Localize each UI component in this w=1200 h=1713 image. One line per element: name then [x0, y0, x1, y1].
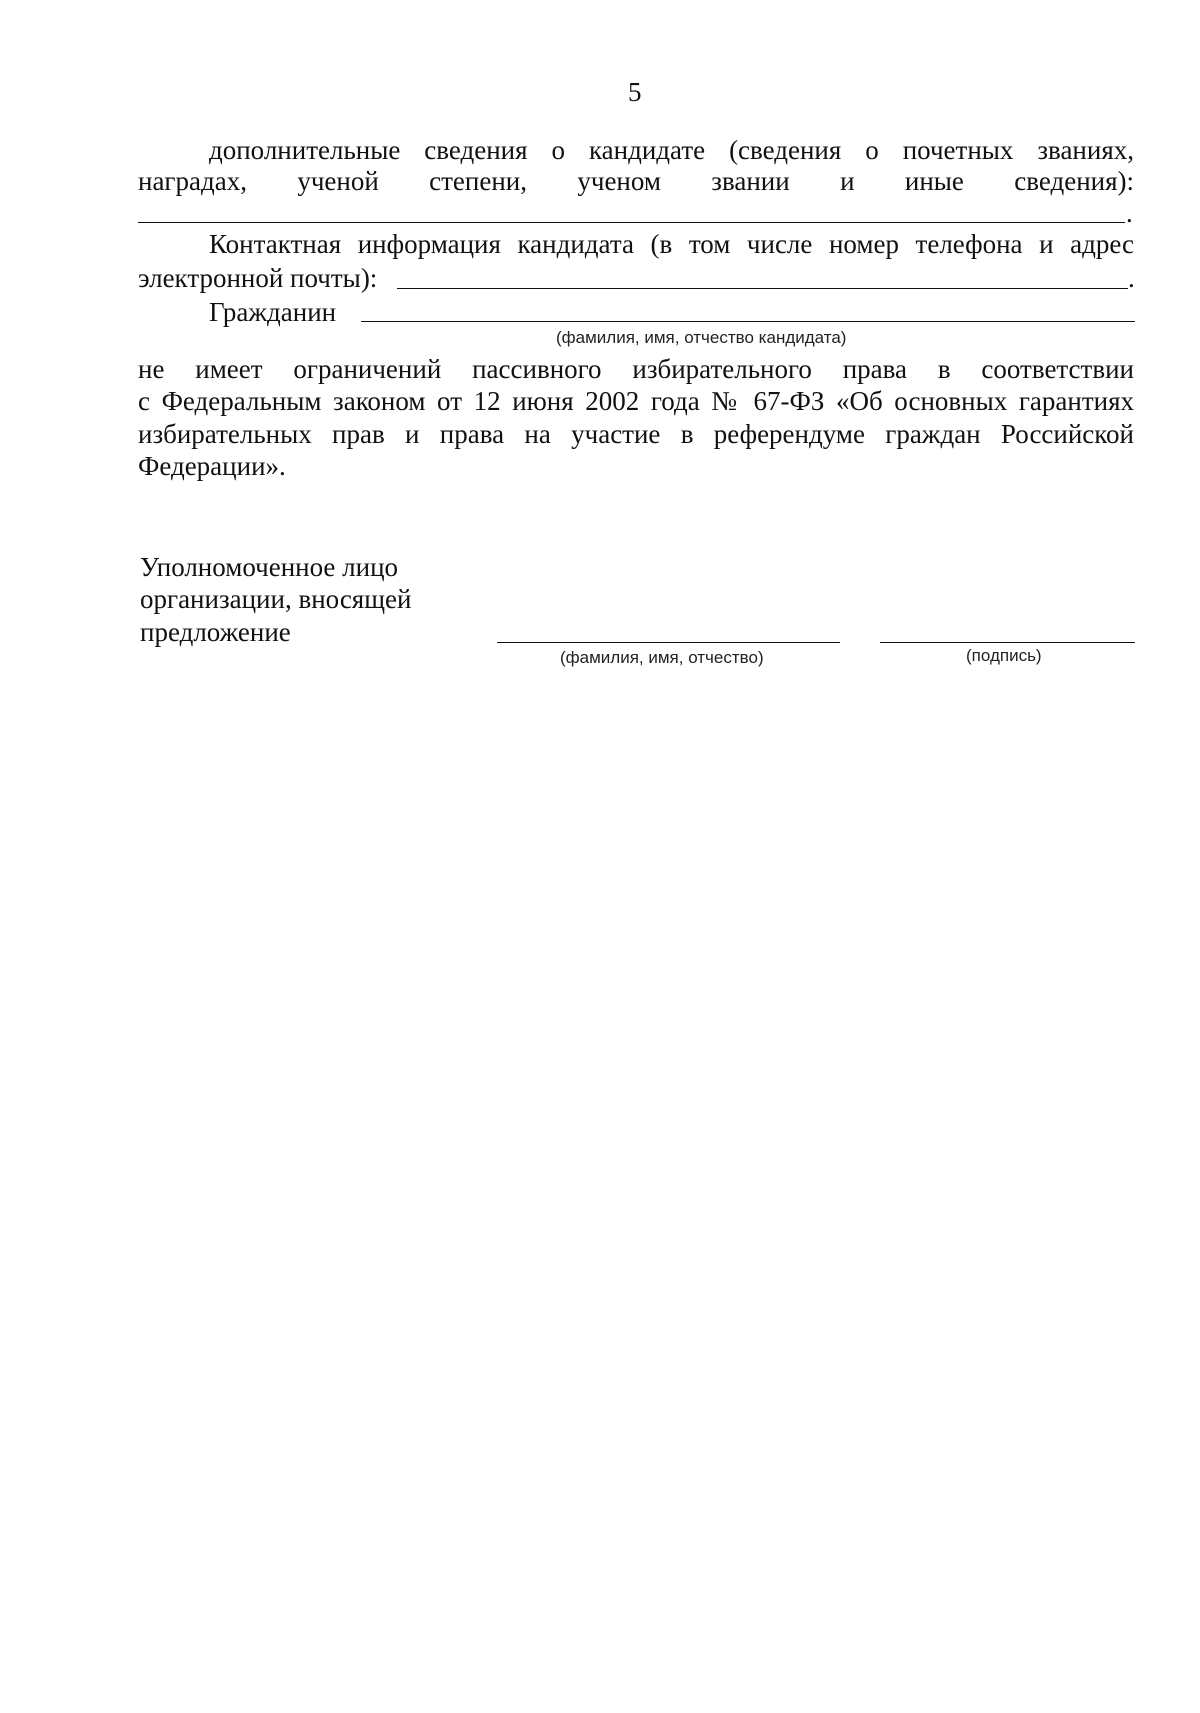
- signature-line: [880, 642, 1135, 643]
- additional-info-end-dot: .: [1126, 198, 1133, 228]
- authorized-person-title-line-1: Уполномоченное лицо: [140, 552, 399, 582]
- contact-info-label: электронной почты):: [138, 263, 378, 293]
- statement-line-4: Федерации».: [138, 451, 286, 481]
- statement-line-1: не имеет ограничений пассивного избирательного права в соответствии: [138, 354, 1134, 384]
- additional-info-line-1: дополнительные сведения о кандидате (сведения о почетных званиях,: [209, 135, 1134, 165]
- statement-line-2: с Федеральным законом от 12 июня 2002 года № 67-ФЗ «Об основных гарантиях: [138, 386, 1134, 416]
- additional-info-blank-line: [138, 222, 1125, 223]
- contact-info-blank-line: [397, 288, 1128, 289]
- citizen-label: Гражданин: [209, 297, 337, 327]
- contact-info-end-dot: .: [1128, 263, 1135, 293]
- additional-info-line-2: наградах, ученой степени, ученом звании и иные сведения):: [138, 166, 1134, 196]
- contact-info-line-1: Контактная информация кандидата (в том числе номер телефона и адрес: [209, 229, 1134, 259]
- authorized-person-name-line: [497, 642, 840, 643]
- authorized-person-title-line-2: организации, вносящей: [140, 584, 412, 614]
- authorized-person-name-caption: (фамилия, имя, отчество): [560, 648, 764, 667]
- authorized-person-title-line-3: предложение: [140, 617, 291, 647]
- citizen-name-caption: (фамилия, имя, отчество кандидата): [556, 328, 847, 347]
- page-number: 5: [628, 77, 642, 107]
- signature-caption: (подпись): [966, 646, 1042, 665]
- statement-line-3: избирательных прав и права на участие в референдуме граждан Российской: [138, 419, 1134, 449]
- citizen-name-line: [361, 321, 1135, 322]
